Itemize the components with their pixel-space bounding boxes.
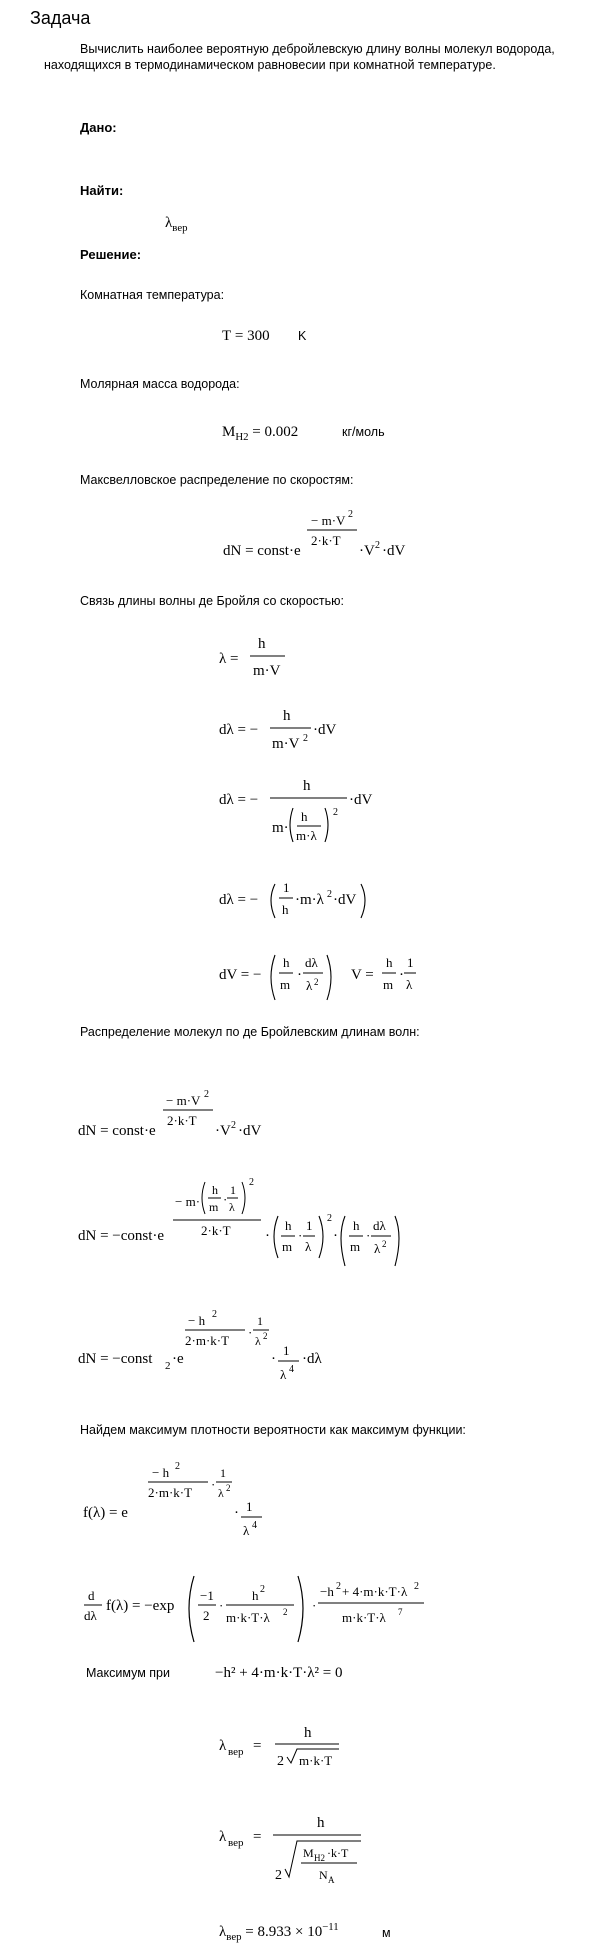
maximum-condition: −h² + 4·m·k·T·λ² = 0 — [215, 1665, 343, 1681]
svg-text:λ: λ — [255, 1334, 261, 1348]
svg-text:2: 2 — [336, 1581, 341, 1592]
svg-text:h: h — [258, 636, 266, 652]
svg-text:2: 2 — [204, 1089, 209, 1100]
svg-text:1: 1 — [246, 1499, 253, 1514]
svg-text:m: m — [280, 977, 291, 992]
svg-text:·: · — [211, 1477, 216, 1492]
svg-text:·: · — [219, 1598, 224, 1613]
svg-text:2: 2 — [283, 1607, 288, 1617]
svg-text:2: 2 — [414, 1581, 419, 1592]
svg-text:m·V: m·V — [272, 736, 300, 752]
svg-text:·: · — [399, 967, 404, 983]
svg-text:·dλ: ·dλ — [302, 1351, 322, 1367]
svg-text:h: h — [285, 1218, 292, 1233]
svg-text:m: m — [350, 1239, 361, 1254]
svg-text:2: 2 — [249, 1177, 254, 1188]
svg-text:λ: λ — [305, 1239, 312, 1254]
svg-text:2: 2 — [375, 540, 380, 551]
svg-text:h: h — [283, 955, 290, 970]
distribution-label: Распределение молекул по де Бройлевским длинам волн: — [80, 1025, 420, 1039]
svg-text:−h: −h — [320, 1584, 334, 1599]
molar-mass-label: Молярная масса водорода: — [80, 377, 240, 391]
svg-text:m·k·T: m·k·T — [299, 1753, 333, 1768]
svg-text:·: · — [298, 1228, 303, 1243]
svg-text:m·λ: m·λ — [296, 828, 317, 843]
svg-text:m: m — [209, 1200, 219, 1214]
svg-text:dλ = −: dλ = − — [219, 722, 259, 738]
room-temp-label: Комнатная температура: — [80, 288, 225, 302]
debroglie-label: Связь длины волны де Бройля со скоростью: — [80, 594, 344, 608]
svg-text:7: 7 — [398, 1607, 403, 1617]
temperature-equation: T = 300 — [222, 328, 270, 344]
svg-text:2·m·k·T: 2·m·k·T — [148, 1485, 193, 1500]
dlambda-formula-3 — [215, 870, 415, 930]
svg-text:h: h — [282, 902, 289, 917]
svg-text:m·V: m·V — [253, 663, 281, 679]
svg-text:V =: V = — [351, 967, 374, 983]
svg-text:dλ = −: dλ = − — [219, 792, 259, 808]
svg-text:·dV: ·dV — [382, 543, 406, 559]
svg-text:λ: λ — [374, 1241, 381, 1256]
svg-text:dλ: dλ — [84, 1608, 97, 1623]
dlambda-formula-1 — [215, 700, 445, 760]
svg-text:m·k·T·λ: m·k·T·λ — [226, 1610, 270, 1625]
svg-text:λ: λ — [306, 978, 313, 993]
svg-text:2·k·T: 2·k·T — [201, 1223, 231, 1238]
svg-text:2: 2 — [231, 1120, 236, 1131]
svg-text:·: · — [248, 1325, 253, 1340]
svg-text:·V: ·V — [359, 543, 375, 559]
svg-text:4: 4 — [289, 1364, 294, 1375]
svg-text:− h: − h — [152, 1465, 170, 1480]
svg-text:2: 2 — [314, 977, 319, 987]
dV-formula — [215, 945, 475, 1007]
svg-text:λ: λ — [219, 1829, 227, 1845]
svg-text:вер: вер — [228, 1746, 244, 1758]
svg-text:dλ = −: dλ = − — [219, 892, 259, 908]
distribution-formula-2 — [75, 1170, 405, 1280]
svg-text:− m·: − m· — [175, 1194, 201, 1209]
maximum-search-label: Найдем максимум плотности вероятности как максимум функции: — [80, 1423, 466, 1437]
svg-text:− m·V: − m·V — [311, 513, 346, 528]
molar-mass-unit: кг/моль — [342, 425, 385, 439]
svg-text:2: 2 — [165, 1360, 171, 1372]
svg-text:H2: H2 — [314, 1853, 325, 1863]
svg-text:2: 2 — [226, 1483, 231, 1493]
svg-text:2·m·k·T: 2·m·k·T — [185, 1333, 230, 1348]
molar-mass-equation: $M_{H2} = 0.002$ — [222, 424, 299, 443]
svg-text:2·k·T: 2·k·T — [311, 533, 341, 548]
svg-text:h: h — [252, 1588, 259, 1603]
solution-heading: Решение: — [80, 247, 142, 262]
svg-text:·: · — [271, 1351, 276, 1367]
maximum-at-label: Максимум при — [86, 1666, 170, 1680]
svg-text:1: 1 — [283, 880, 290, 895]
lambda-ver-formula-2 — [215, 1795, 415, 1905]
svg-text:2: 2 — [203, 1608, 210, 1623]
svg-text:2: 2 — [303, 733, 308, 744]
svg-text:M: M — [303, 1846, 314, 1860]
distribution-formula-1 — [75, 1080, 315, 1160]
svg-text:d: d — [88, 1588, 95, 1603]
svg-text:1: 1 — [230, 1183, 236, 1197]
svg-text:=: = — [253, 1738, 262, 1754]
debroglie-formula — [215, 630, 415, 686]
svg-text:λ: λ — [219, 1738, 227, 1754]
svg-text:dλ: dλ — [373, 1218, 386, 1233]
svg-text:·V: ·V — [215, 1123, 231, 1139]
svg-text:N: N — [319, 1868, 328, 1882]
svg-text:1: 1 — [220, 1466, 226, 1480]
svg-text:=: = — [253, 1829, 262, 1845]
lambda-ver-formula-1 — [215, 1705, 415, 1785]
svg-text:m: m — [282, 1239, 293, 1254]
svg-text:·: · — [366, 1228, 371, 1243]
svg-text:·dV: ·dV — [313, 722, 337, 738]
derivative-formula — [80, 1570, 460, 1650]
svg-text:λ =: λ = — [219, 651, 239, 667]
svg-text:·dV: ·dV — [238, 1123, 262, 1139]
svg-text:2: 2 — [260, 1584, 265, 1595]
svg-text:2: 2 — [175, 1461, 180, 1472]
svg-text:λ: λ — [406, 977, 413, 992]
svg-text:dN = −const·e: dN = −const·e — [78, 1228, 165, 1244]
svg-text:1: 1 — [407, 955, 414, 970]
svg-text:h: h — [212, 1183, 218, 1197]
svg-text:2: 2 — [275, 1868, 282, 1883]
find-symbol: $\lambda_{вер}$ — [165, 215, 188, 234]
svg-text:2: 2 — [212, 1309, 217, 1320]
f-lambda-formula — [80, 1455, 280, 1555]
svg-text:h: h — [301, 809, 308, 824]
maxwell-label: Максвелловское распределение по скоростям: — [80, 473, 354, 487]
dlambda-formula-2 — [215, 770, 455, 862]
svg-text:m·k·T·λ: m·k·T·λ — [342, 1610, 386, 1625]
svg-text:·e: ·e — [172, 1351, 184, 1367]
svg-text:m: m — [383, 977, 394, 992]
svg-text:dV = −: dV = − — [219, 967, 262, 983]
svg-text:m·: m· — [272, 820, 289, 836]
svg-text:f(λ) = −exp: f(λ) = −exp — [106, 1598, 175, 1614]
svg-text:A: A — [328, 1875, 335, 1885]
svg-text:dN = const·e: dN = const·e — [223, 543, 301, 559]
distribution-formula-3 — [75, 1305, 335, 1405]
svg-text:h: h — [283, 708, 291, 724]
svg-text:1: 1 — [257, 1314, 263, 1328]
svg-text:− m·V: − m·V — [166, 1093, 201, 1108]
svg-text:h: h — [353, 1218, 360, 1233]
svg-text:h: h — [317, 1815, 325, 1831]
temperature-unit: K — [298, 329, 307, 343]
svg-text:λ: λ — [229, 1200, 235, 1214]
svg-text:2: 2 — [348, 509, 353, 520]
svg-text:λ: λ — [218, 1486, 224, 1500]
svg-text:1: 1 — [283, 1343, 290, 1358]
svg-text:1: 1 — [306, 1218, 313, 1233]
svg-text:·m·λ: ·m·λ — [295, 892, 324, 908]
svg-text:− h: − h — [188, 1313, 206, 1328]
svg-text:+ 4·m·k·T·λ: + 4·m·k·T·λ — [342, 1584, 408, 1599]
svg-text:h: h — [303, 778, 311, 794]
problem-statement: Вычислить наиболее вероятную дебройлевскую длину волны молекул водорода, находящихся в термодинамическом равновесии при комнатной температуре. — [44, 42, 555, 72]
svg-text:−1: −1 — [200, 1588, 214, 1603]
svg-text:h: h — [304, 1725, 312, 1741]
svg-text:dλ: dλ — [305, 955, 318, 970]
svg-text:h: h — [386, 955, 393, 970]
svg-text:2: 2 — [263, 1331, 268, 1341]
final-result: $\lambda_{вер} = 8.933 \times 10^{-11}$ — [219, 1921, 339, 1943]
svg-text:·: · — [223, 1192, 228, 1207]
svg-text:2: 2 — [333, 807, 338, 818]
page-title: Задача — [30, 8, 91, 28]
svg-text:·: · — [234, 1505, 239, 1521]
maxwell-formula — [215, 495, 455, 570]
svg-text:·k·T: ·k·T — [327, 1846, 349, 1860]
given-heading: Дано: — [80, 120, 117, 135]
svg-text:dN = −const: dN = −const — [78, 1351, 153, 1367]
svg-text:2: 2 — [327, 889, 332, 900]
svg-text:λ: λ — [243, 1523, 250, 1538]
svg-text:f(λ) = e: f(λ) = e — [83, 1505, 128, 1521]
svg-text:dN = const·e: dN = const·e — [78, 1123, 156, 1139]
svg-text:·: · — [265, 1228, 270, 1244]
svg-text:·dV: ·dV — [349, 792, 373, 808]
svg-text:·dV: ·dV — [333, 892, 357, 908]
svg-text:·: · — [297, 967, 302, 983]
result-unit: м — [382, 1926, 391, 1940]
svg-text:2: 2 — [327, 1213, 332, 1224]
svg-text:4: 4 — [252, 1520, 257, 1531]
svg-text:·: · — [333, 1228, 338, 1244]
svg-text:λ: λ — [280, 1367, 287, 1382]
svg-text:·: · — [312, 1598, 317, 1613]
svg-text:2·k·T: 2·k·T — [167, 1113, 197, 1128]
svg-text:вер: вер — [228, 1837, 244, 1849]
svg-text:2: 2 — [382, 1239, 387, 1249]
svg-text:2: 2 — [277, 1754, 284, 1769]
find-heading: Найти: — [80, 183, 124, 198]
